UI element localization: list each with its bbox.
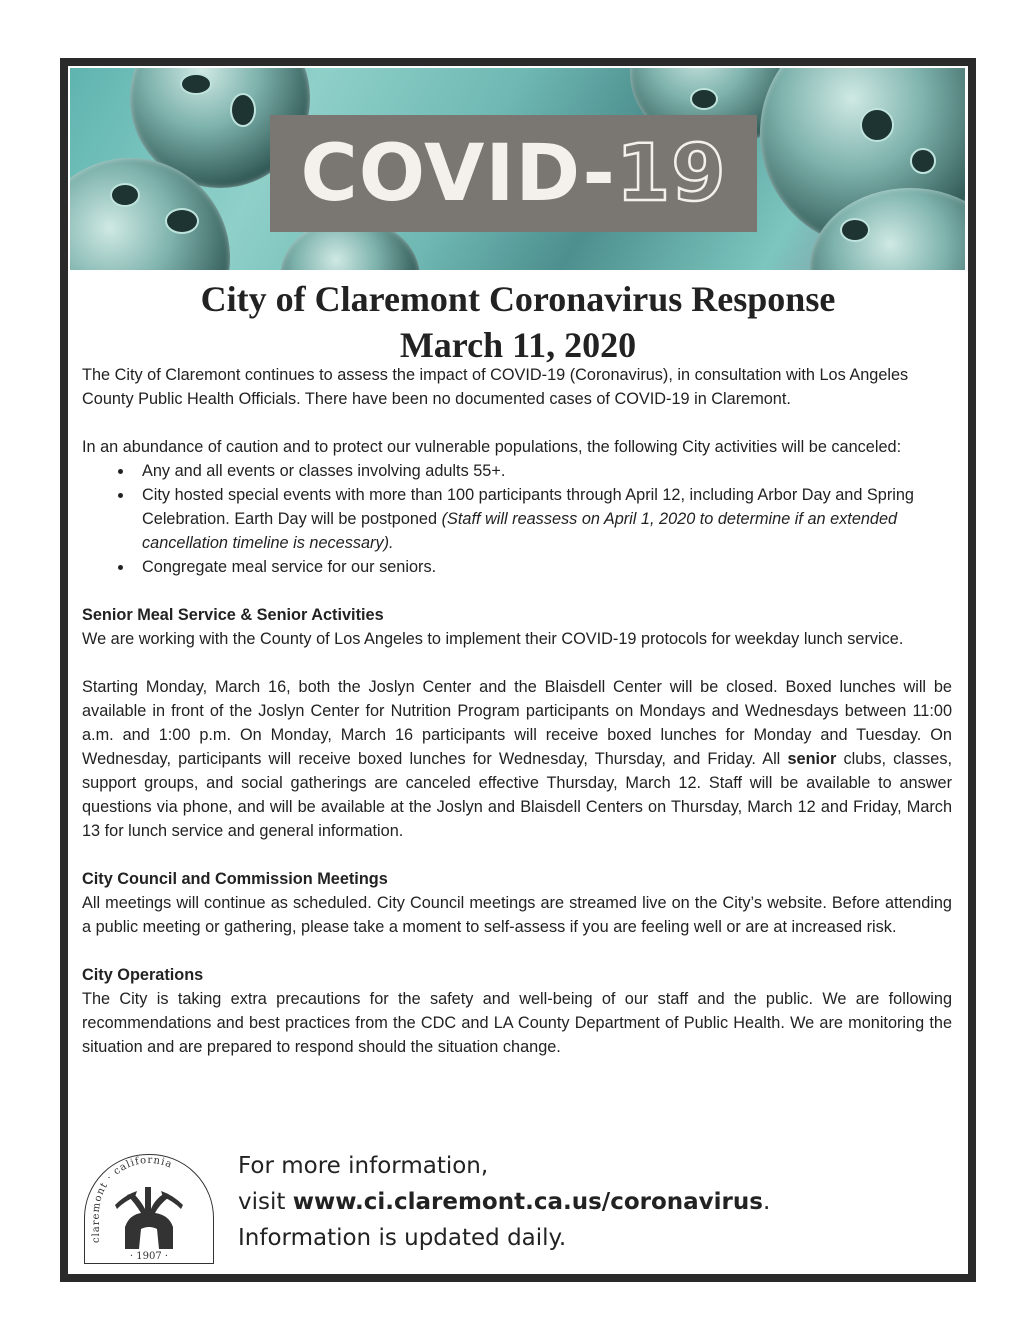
operations-paragraph: The City is taking extra precautions for the safety and well-being of our staff and the public. We are following recommendations and best practices from the CDC and LA County Department of Public Health. We are monitoring the situation and are prepared to respond should the situation change. (82, 990, 952, 1056)
svg-text:claremont · california: claremont · california (90, 1155, 175, 1243)
section-heading-senior: Senior Meal Service & Senior Activities (82, 606, 384, 624)
page-title: City of Claremont Coronavirus Response (200, 279, 836, 319)
list-item: • City hosted special events with more than 100 participants through April 12, including Arbor Day and Spring Celebration. Earth Day will be postponed (Staff will reassess on April 1, 2020 to determine if an extended cancellation timeline is necessary). (134, 483, 952, 555)
claremont-city-seal-logo (84, 1154, 214, 1264)
tree-icon (115, 1187, 183, 1249)
page-date: March 11, 2020 (399, 325, 637, 365)
cancel-intro-paragraph: In an abundance of caution and to protect our vulnerable populations, the following City activities will be canceled: (82, 438, 902, 456)
covid-title: COVID-19 (300, 128, 727, 219)
flyer-frame (60, 58, 976, 1282)
section-heading-operations: City Operations (82, 966, 204, 984)
senior-paragraph: We are working with the County of Los Angeles to implement their COVID-19 protocols for weekday lunch service. (82, 630, 904, 648)
footer (80, 1148, 950, 1266)
more-info-line3: Information is updated daily. (238, 1225, 567, 1251)
council-paragraph: All meetings will continue as scheduled. City Council meetings are streamed live on the City’s website. Before attending a public meeting or gathering, please take a moment to self-assess if you are feeling well or are at increased risk. (82, 894, 952, 936)
covid-banner-image (70, 68, 965, 270)
coronavirus-info-link[interactable]: www.ci.claremont.ca.us/coronavirus (292, 1189, 763, 1215)
list-item: • Congregate meal service for our seniors. (134, 555, 952, 579)
list-item: • Any and all events or classes involving adults 55+. (134, 459, 952, 483)
section-heading-council: City Council and Commission Meetings (82, 870, 388, 888)
intro-paragraph: The City of Claremont continues to assess the impact of COVID-19 (Coronavirus), in consultation with Los Angeles County Public Health Officials. There have been no documented cases of COVID-19 in Claremont. (82, 366, 909, 408)
more-info-line1: For more information, (238, 1153, 489, 1179)
senior-details-paragraph: Starting Monday, March 16, both the Joslyn Center and the Blaisdell Center will be closed. Boxed lunches will be available in front of the Joslyn Center for Nutrition Program participants on Mondays and Wednesdays between 11:00 a.m. and 1:00 p.m. On Monday, March 16 participants will receive boxed lunches for Monday and Tuesday. On Wednesday, participants will receive boxed lunches for Wednesday, Thursday, and Friday. All senior clubs, classes, support groups, and social gatherings are canceled effective Thursday, March 12. Staff will be available to answer questions via phone, and will be available at the Joslyn and Blaisdell Centers on Thursday, March 12 and Friday, March 13 for lunch service and general information. (82, 678, 952, 840)
covid-title-box (270, 115, 757, 232)
canceled-activities-list (82, 459, 952, 579)
document-body (82, 363, 952, 1059)
seal-year: · 1907 · (129, 1251, 169, 1262)
more-info-line2: visit www.ci.claremont.ca.us/coronavirus. (238, 1189, 771, 1215)
more-info-text (238, 1148, 770, 1256)
